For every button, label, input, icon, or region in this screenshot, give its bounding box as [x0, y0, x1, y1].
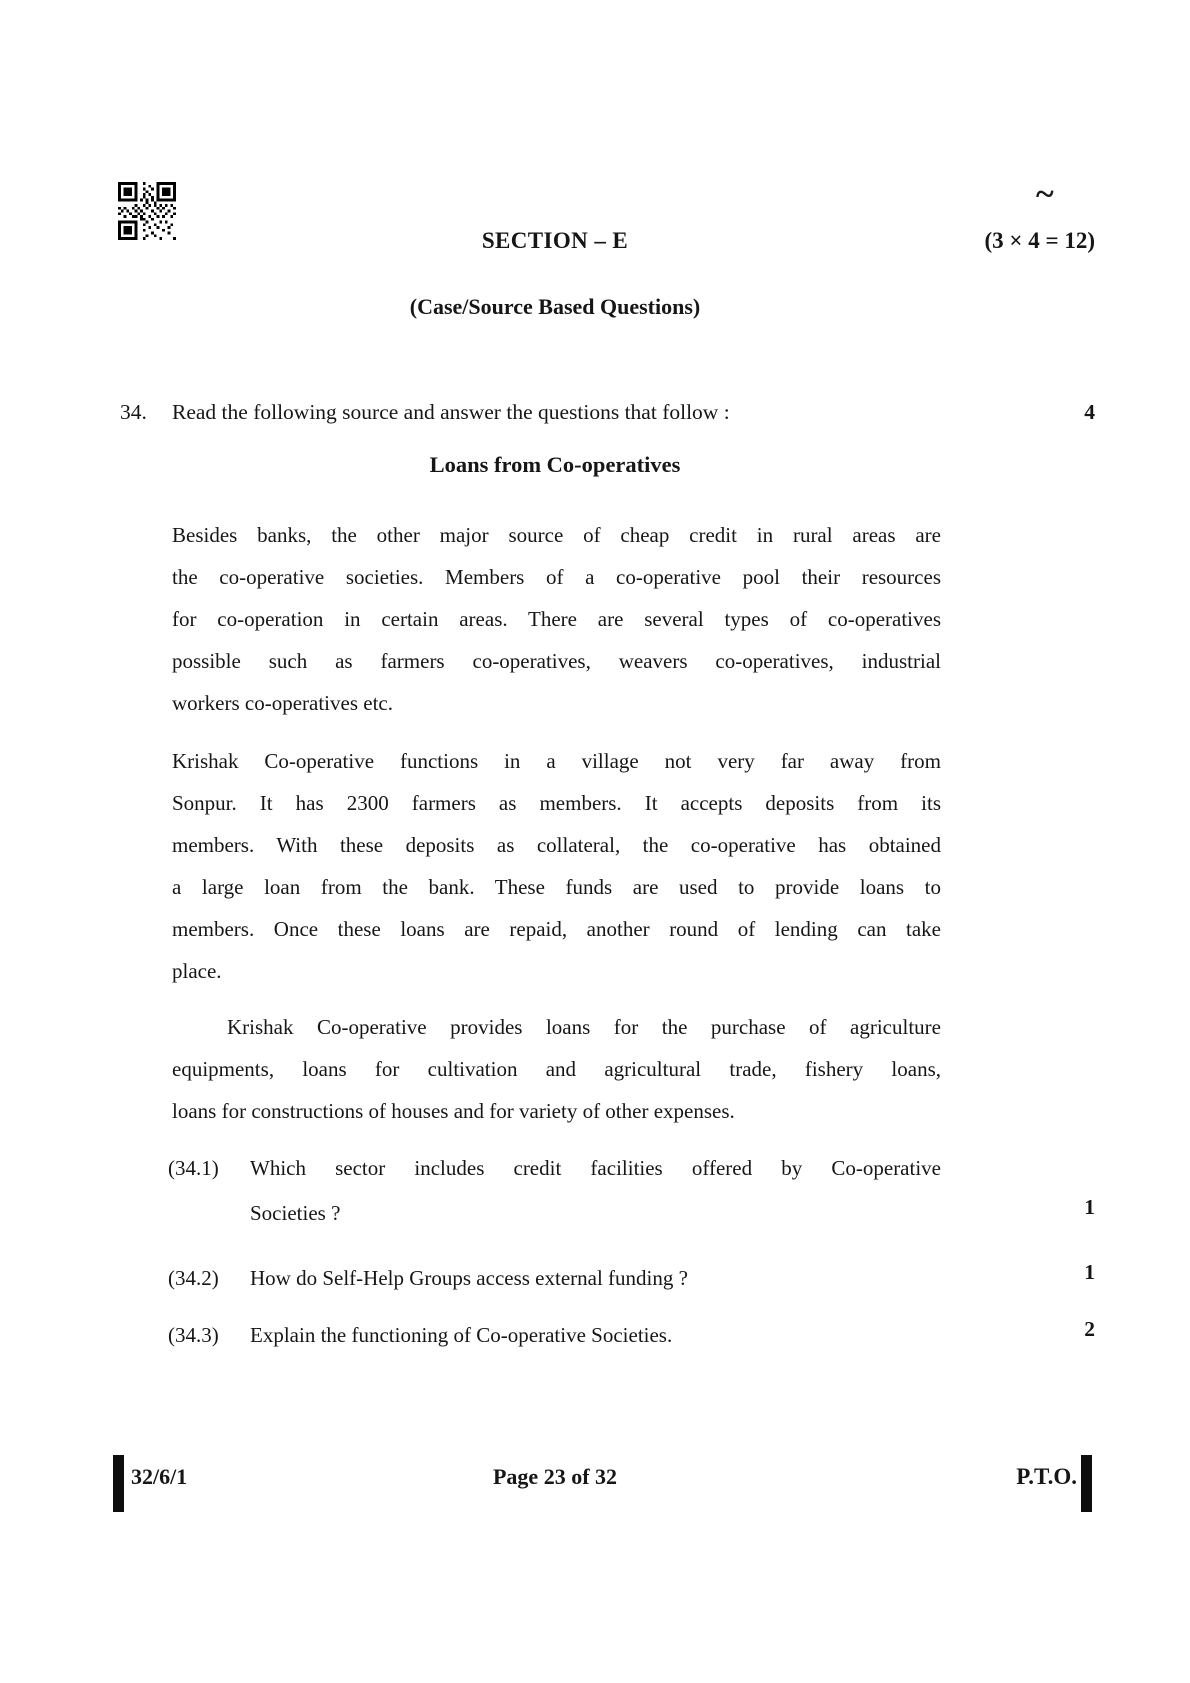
- section-title: SECTION – E: [481, 228, 629, 253]
- sub-question-34-1: [0, 1146, 1190, 1236]
- sub-question-marks: 2: [1084, 1317, 1095, 1341]
- sub-question-number: (34.2): [168, 1266, 219, 1290]
- sub-question-number: (34.1): [168, 1156, 219, 1180]
- section-marks: (3 × 4 = 12): [984, 228, 1095, 253]
- sub-question-text: Which sector includes credit facilities offered by Co-operative Societies ?: [250, 1156, 941, 1225]
- sub-question-34-3: [0, 1313, 1190, 1358]
- sub-question-text: Explain the functioning of Co-operative Societies.: [250, 1323, 673, 1347]
- sub-question-marks: 1: [1084, 1195, 1095, 1219]
- source-paragraph-2: Krishak Co-operative functions in a village not very far away from Sonpur. It has 2300 farmers as members. It accepts deposits from its members. With these deposits as collateral, the co-operative has obtained a large loan from the bank. These funds are used to provide loans to members. Once these loans are repaid, another round of lending can take place.: [172, 749, 941, 983]
- sub-question-34-2: [0, 1256, 1190, 1301]
- tilde-mark: ~: [1036, 176, 1054, 213]
- source-title: Loans from Co-operatives: [429, 452, 681, 477]
- footer-right-bar: [1081, 1455, 1092, 1512]
- page-number: Page 23 of 32: [492, 1464, 618, 1489]
- question-number: 34.: [120, 400, 147, 424]
- sub-question-number: (34.3): [168, 1323, 219, 1347]
- sub-question-text: How do Self-Help Groups access external funding ?: [250, 1266, 688, 1290]
- sub-question-marks: 1: [1084, 1260, 1095, 1284]
- paper-code: 32/6/1: [131, 1464, 188, 1489]
- section-subtitle: (Case/Source Based Questions): [409, 294, 701, 319]
- question-intro-row: [0, 400, 1190, 430]
- source-paragraph-3: Krishak Co-operative provides loans for the purchase of agriculture equipments, loans for cultivation and agricultural trade, fishery loans, loans for constructions of houses and for variety of other expenses.: [172, 1015, 941, 1123]
- source-paragraph-1: Besides banks, the other major source of cheap credit in rural areas are the co-operative societies. Members of a co-operative pool their resources for co-operation in certain areas. There are several types of co-operatives possible such as farmers co-operatives, weavers co-operatives, industrial workers co-operatives etc.: [172, 523, 941, 715]
- question-marks: 4: [1084, 400, 1095, 424]
- question-intro-text: Read the following source and answer the questions that follow :: [172, 400, 730, 424]
- pto-label: P.T.O.: [1016, 1464, 1077, 1489]
